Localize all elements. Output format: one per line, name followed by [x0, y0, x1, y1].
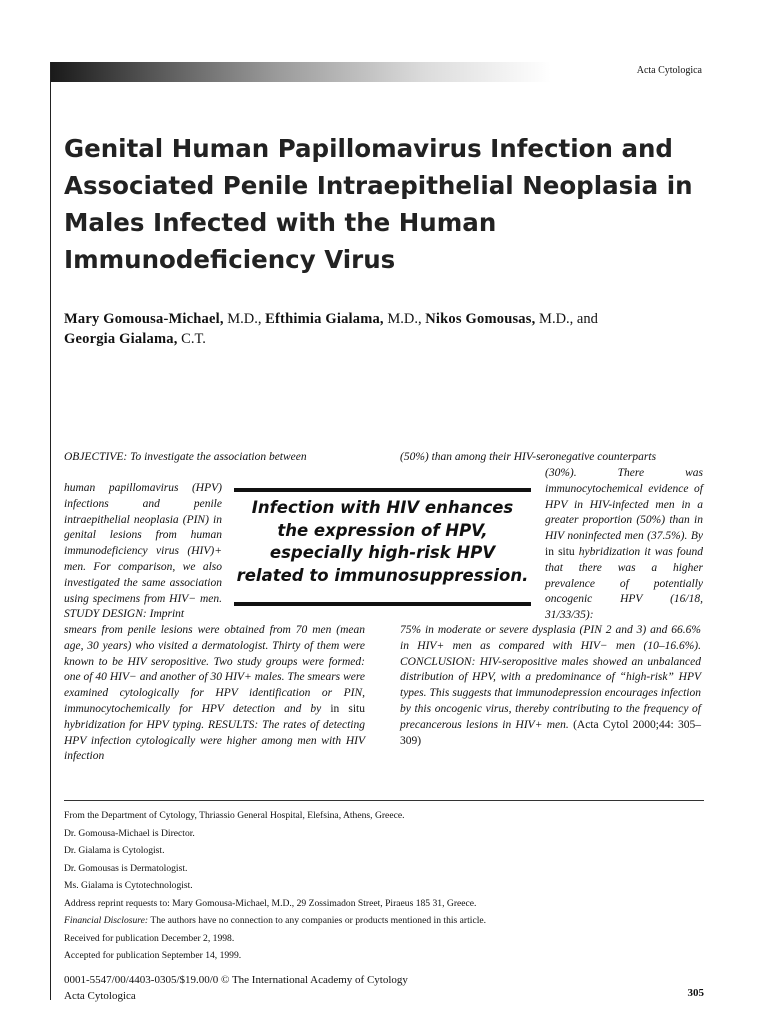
pullquote: Infection with HIV enhances the expression of HPV, especially high-risk HPV related to immunosuppression.	[236, 498, 529, 585]
article-title: Genital Human Papillomavirus Infection and Associated Penile Intraepithelial Neoplasia in Males Infected with the Human Immunodeficiency Virus	[64, 134, 693, 274]
page-footer	[64, 972, 408, 1004]
reprint-note: Address reprint requests to: Mary Gomousa-Michael, M.D., 29 Zossimadon Street, Piraeus 185 31, Greece.	[64, 897, 477, 909]
abstract-col2-narrow: (30%). There was immunocytochemical evidence of HPV in HIV-infected men in a greater proportion (50%) than in HIV noninfected men (37.5%). By in situ hybridization it was found that there was a higher prevalence of potentially oncogenic HPV (16/18, 31/33/35):	[545, 467, 703, 622]
author-name: Georgia Gialama,	[64, 331, 178, 347]
abstract-citation: (Acta Cytol 2000;44: 305–309)	[400, 718, 701, 747]
copyright-line: 0001-5547/00/4403-0305/$19.00/0 © The International Academy of Cytology	[64, 974, 408, 986]
received-note: Received for publication December 2, 1998.	[64, 932, 235, 944]
author-name: Mary Gomousa-Michael,	[64, 311, 224, 327]
footer-journal: Acta Cytologica	[64, 990, 136, 1002]
pullquote-rule-top	[234, 488, 531, 492]
author-name: Nikos Gomousas,	[425, 311, 536, 327]
author-list	[64, 309, 714, 349]
disclosure-label: Financial Disclosure:	[64, 915, 149, 926]
author-degree: M.D.,	[535, 311, 577, 327]
abstract-col2-bottom: 75% in moderate or severe dysplasia (PIN 2 and 3) and 66.6% in HIV+ men as compared with HIV− men (10–16.6%). CONCLUSION: HIV-seropositive males showed an unbalanced distribution of HPV, with a predominance of “high-risk” HPV types. This suggests that immunodepression encourages infection by this oncogenic virus, thereby contributing to the frequency of precancerous lesions in HIV+ men. (Acta Cytol 2000;44: 305–309)	[400, 624, 701, 747]
running-head-journal: Acta Cytologica	[636, 65, 702, 76]
pullquote-rule-bottom	[234, 602, 531, 606]
role-note: Dr. Gomousa-Michael is Director.	[64, 827, 195, 839]
abstract-col1-bottom: smears from penile lesions were obtained from 70 men (mean age, 30 years) who visited a dermatologist. Thirty of them were known to be HIV seropositive. Two study groups were formed: one of 40 HIV− and another of 30 HIV+ males. The smears were examined cytologically for HPV identification or PIN, immunocytochemically for HPV detection and by in situ hybridization for HPV typing. RESULTS: The rates of detecting HPV infection cytologically were higher among men with HIV infection	[64, 624, 365, 763]
disclosure-text: The authors have no connection to any companies or products mentioned in this article.	[148, 915, 487, 926]
author-name: Efthimia Gialama,	[265, 311, 384, 327]
footnote-rule	[64, 800, 704, 801]
page-number: 305	[687, 987, 704, 999]
author-join: and	[576, 311, 598, 327]
role-note: Ms. Gialama is Cytotechnologist.	[64, 880, 193, 891]
role-note: Dr. Gomousas is Dermatologist.	[64, 862, 188, 874]
affiliation-note: From the Department of Cytology, Thriassio General Hospital, Elefsina, Athens, Greece.	[64, 810, 405, 821]
header-gradient-bar	[51, 62, 551, 82]
abstract-col1-top: OBJECTIVE: To investigate the association between	[64, 451, 307, 463]
author-degree: M.D.,	[383, 311, 426, 327]
role-note: Dr. Gialama is Cytologist.	[64, 845, 165, 856]
author-degree: M.D.,	[223, 311, 266, 327]
margin-rule	[50, 62, 51, 1000]
abstract-col1-narrow: human papillomavirus (HPV) infections and penile intraepithelial neoplasia (PIN) in genital lesions from human immunodeficiency virus (HIV)+ men. For comparison, we also investigated the same association using specimens from HIV− men. STUDY DESIGN: Imprint	[64, 482, 222, 621]
article-notes	[64, 807, 704, 965]
author-degree: C.T.	[177, 331, 206, 347]
disclosure-note	[64, 912, 704, 930]
abstract-col2-top: (50%) than among their HIV-seronegative counterparts	[400, 451, 657, 463]
accepted-note: Accepted for publication September 14, 1999.	[64, 950, 242, 961]
